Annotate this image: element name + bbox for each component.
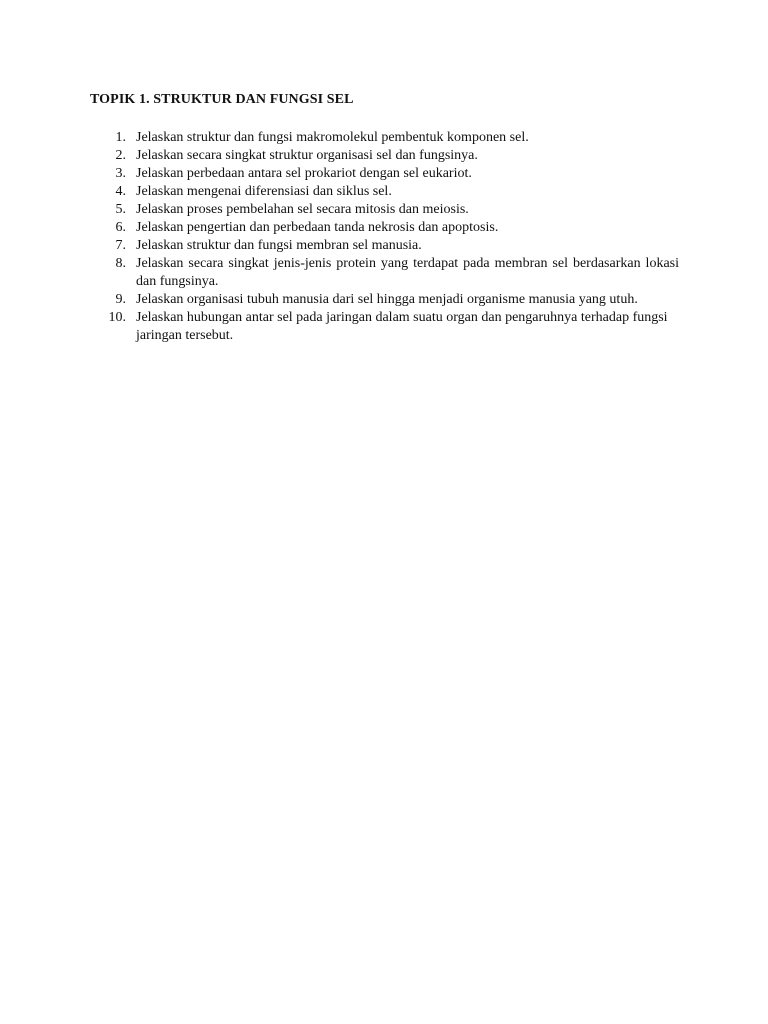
list-item-text: Jelaskan secara singkat struktur organisasi sel dan fungsinya.	[136, 148, 478, 163]
list-item-text: Jelaskan proses pembelahan sel secara mitosis dan meiosis.	[136, 202, 469, 217]
list-item-text: Jelaskan pengertian dan perbedaan tanda nekrosis dan apoptosis.	[136, 220, 499, 235]
list-item-number: 3.	[115, 166, 126, 181]
list-item-text: Jelaskan struktur dan fungsi makromolekul pembentuk komponen sel.	[136, 130, 529, 145]
list-item-number: 1.	[115, 130, 126, 145]
list-item	[90, 183, 679, 201]
list-item	[90, 147, 679, 165]
list-item-text: Jelaskan organisasi tubuh manusia dari sel hingga menjadi organisme manusia yang utuh.	[136, 292, 638, 307]
list-item	[90, 201, 679, 219]
list-item	[90, 165, 679, 183]
list-item-number: 10.	[108, 310, 126, 325]
list-item	[90, 291, 679, 309]
list-item-number: 9.	[115, 292, 126, 307]
list-item-text: Jelaskan perbedaan antara sel prokariot dengan sel eukariot.	[136, 166, 472, 181]
list-item-text: Jelaskan secara singkat jenis-jenis protein yang terdapat pada membran sel berdasarkan lokasi dan fungsinya.	[136, 256, 679, 289]
list-item	[90, 237, 679, 255]
list-item-number: 6.	[115, 220, 126, 235]
list-item-number: 4.	[115, 184, 126, 199]
list-item-text: Jelaskan mengenai diferensiasi dan siklus sel.	[136, 184, 392, 199]
list-item	[90, 255, 679, 291]
list-item-number: 5.	[115, 202, 126, 217]
list-item-number: 8.	[115, 256, 126, 271]
list-item	[90, 309, 679, 345]
list-item-number: 7.	[115, 238, 126, 253]
list-item-text: Jelaskan hubungan antar sel pada jaringan dalam suatu organ dan pengaruhnya terhadap fungsi jaringan tersebut.	[136, 310, 668, 343]
list-item	[90, 219, 679, 237]
question-list	[90, 129, 679, 345]
list-item-number: 2.	[115, 148, 126, 163]
list-item	[90, 129, 679, 147]
document-title: TOPIK 1. STRUKTUR DAN FUNGSI SEL	[90, 92, 354, 107]
list-item-text: Jelaskan struktur dan fungsi membran sel manusia.	[136, 238, 422, 253]
